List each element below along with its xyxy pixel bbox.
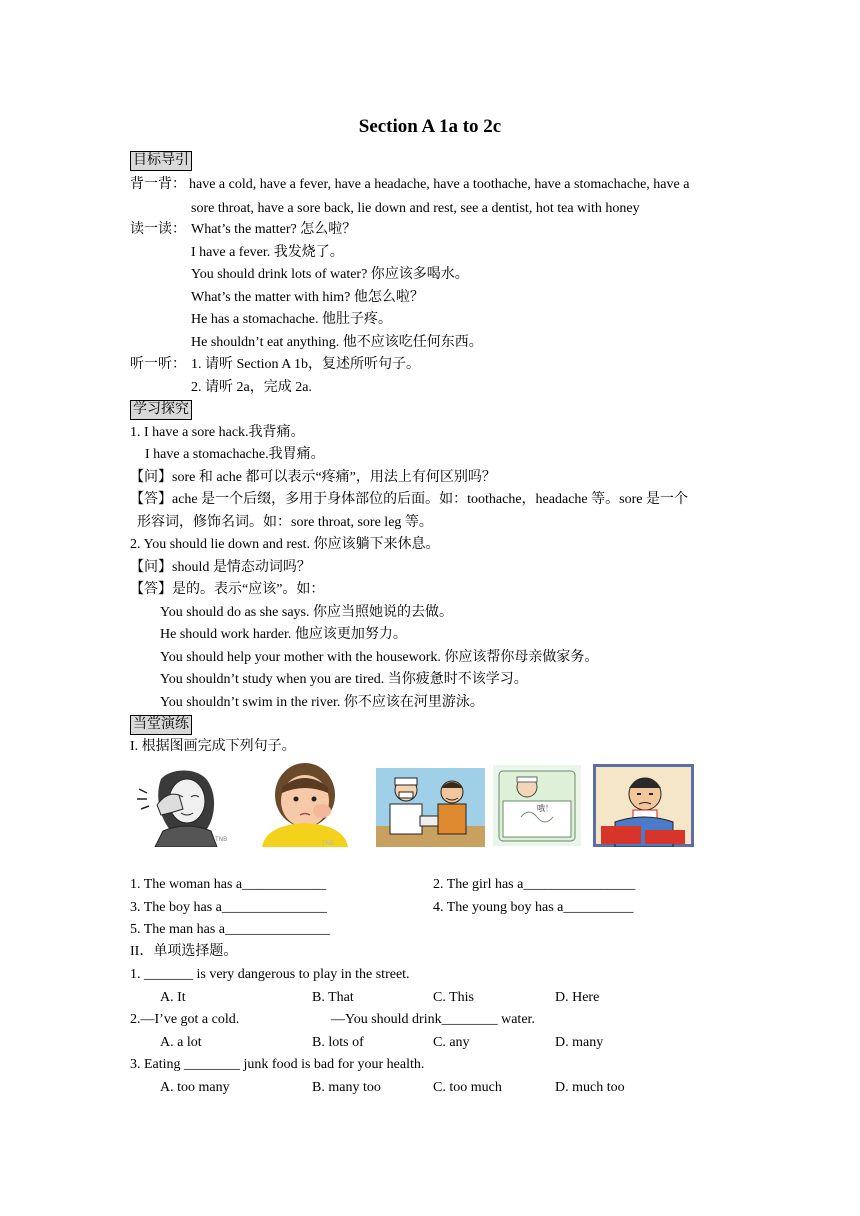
example-sentence: You shouldn’t study when you are tired. 当你疲惫时不该学习。 <box>160 672 528 687</box>
svg-text:TNB: TNB <box>322 840 335 847</box>
example-sentence: You shouldn’t swim in the river. 你不应该在河里游泳。 <box>160 695 484 710</box>
explore-line: 形容词，修饰名词。如：sore throat, sore leg 等。 <box>137 515 433 530</box>
option-a[interactable]: A. a lot <box>160 1035 202 1050</box>
explore-line: 【答】是的。表示“应该”。如： <box>130 582 325 597</box>
option-d[interactable]: D. much too <box>555 1080 625 1095</box>
part1-title: I. 根据图画完成下列句子。 <box>130 739 296 754</box>
option-b[interactable]: B. That <box>312 990 354 1005</box>
listen-label: 听一听： <box>130 357 186 372</box>
example-sentence: You should help your mother with the housework. 你应该帮你母亲做家务。 <box>160 650 599 665</box>
girl-toothache-image <box>256 761 354 847</box>
option-c[interactable]: C. too much <box>433 1080 502 1095</box>
section-heading-explore: 学习探究 <box>130 400 192 420</box>
section-heading-guide: 目标导引 <box>130 151 192 171</box>
example-sentence: He should work harder. 他应该更加努力。 <box>160 627 407 642</box>
boy-in-bed-image <box>493 765 581 846</box>
option-a[interactable]: A. too many <box>160 1080 230 1095</box>
fill-sentence[interactable]: 1. The woman has a____________ <box>130 877 327 892</box>
read-line: What’s the matter with him? 他怎么啦？ <box>191 290 424 305</box>
question-stem-reply: —You should drink________ water. <box>331 1012 535 1027</box>
question-stem: 2.—I’ve got a cold. <box>130 1012 240 1027</box>
boy-dentist-image <box>376 768 485 847</box>
recite-label: 背一背： <box>130 177 186 192</box>
fill-sentence[interactable]: 4. The young boy has a__________ <box>433 900 634 915</box>
read-line: You should drink lots of water? 你应该多喝水。 <box>191 267 469 282</box>
read-label: 读一读： <box>130 222 186 237</box>
explore-line: 【问】should 是情态动词吗？ <box>130 560 311 575</box>
question-stem: 1. _______ is very dangerous to play in the street. <box>130 967 410 982</box>
explore-line: 1. I have a sore hack.我背痛。 <box>130 425 305 440</box>
fill-sentence[interactable]: 5. The man has a_______________ <box>130 922 330 937</box>
option-a[interactable]: A. It <box>160 990 186 1005</box>
man-sore-throat-image <box>593 764 694 847</box>
example-sentence: You should do as she says. 你应当照她说的去做。 <box>160 605 453 620</box>
section-heading-practice: 当堂演练 <box>130 715 192 735</box>
recite-line-1: have a cold, have a fever, have a headache, have a toothache, have a stomachache, have a <box>189 177 690 192</box>
option-b[interactable]: B. many too <box>312 1080 381 1095</box>
woman-headache-image <box>131 765 236 847</box>
part2-title: II．单项选择题。 <box>130 944 238 959</box>
fill-sentence[interactable]: 2. The girl has a________________ <box>433 877 636 892</box>
listen-line: 1. 请听 Section A 1b，复述所听句子。 <box>191 357 421 372</box>
option-c[interactable]: C. any <box>433 1035 470 1050</box>
listen-line: 2. 请听 2a，完成 2a. <box>191 380 312 395</box>
read-line: What’s the matter? 怎么啦？ <box>191 222 357 237</box>
read-line: He shouldn’t eat anything. 他不应该吃任何东西。 <box>191 335 483 350</box>
option-c[interactable]: C. This <box>433 990 474 1005</box>
explore-line: 【答】ache 是一个后缀，多用于身体部位的后面。如：toothache，headache 等。sore 是一个 <box>130 492 688 507</box>
read-line: He has a stomachache. 他肚子疼。 <box>191 312 392 327</box>
svg-text:TNB: TNB <box>215 836 228 843</box>
page-title: Section A 1a to 2c <box>358 116 502 137</box>
option-b[interactable]: B. lots of <box>312 1035 364 1050</box>
recite-line-2: sore throat, have a sore back, lie down and rest, see a dentist, hot tea with honey <box>191 201 640 216</box>
explore-line: 【问】sore 和 ache 都可以表示“疼痛”，用法上有何区别吗？ <box>130 470 496 485</box>
read-line: I have a fever. 我发烧了。 <box>191 245 344 260</box>
image-caption: 哦！ <box>537 804 553 813</box>
option-d[interactable]: D. Here <box>555 990 600 1005</box>
explore-line: I have a stomachache.我胃痛。 <box>145 447 325 462</box>
fill-sentence[interactable]: 3. The boy has a_______________ <box>130 900 327 915</box>
option-d[interactable]: D. many <box>555 1035 604 1050</box>
question-stem: 3. Eating ________ junk food is bad for your health. <box>130 1057 425 1072</box>
explore-line: 2. You should lie down and rest. 你应该躺下来休息。 <box>130 537 440 552</box>
